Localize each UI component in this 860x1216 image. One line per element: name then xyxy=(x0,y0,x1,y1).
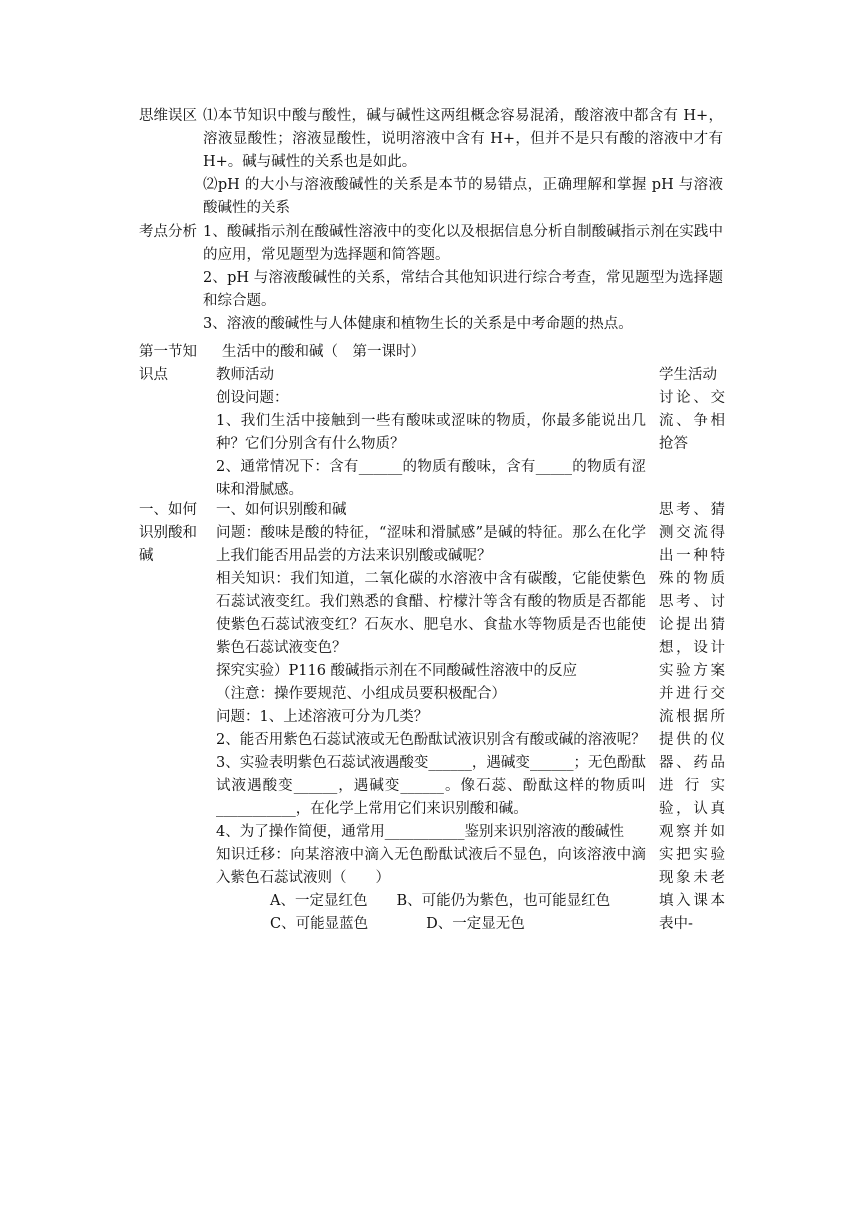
identify-heading: 一、如何识别酸和碱 xyxy=(216,502,347,518)
exam-point-3: 3、溶液的酸碱性与人体健康和植物生长的关系是中考命题的热点。 xyxy=(203,316,633,332)
misconceptions-label: 思维误区 xyxy=(139,108,197,124)
misconceptions-paragraph-1: ⑴本节知识中酸与酸性，碱与碱性这两组概念容易混淆，酸溶液中都含有 H+，溶液显酸性；溶液显酸性，说明溶液中含有 H+，但并不是只有酸的溶液中才有 H+。碱与碱性的关系也是如此。 xyxy=(203,108,723,170)
experiment-note: （注意：操作要规范、小组成员要积极配合） xyxy=(216,686,506,702)
misconceptions-body xyxy=(203,105,723,220)
question-2: 2、能否用紫色石蕊试液或无色酚酞试液识别含有酸或碱的溶液呢？ xyxy=(216,732,646,748)
teacher-activity-header: 教师活动 xyxy=(216,367,274,383)
identify-acid-base-label: 一、如何识别酸和碱 xyxy=(139,502,197,564)
question-4: 4、为了操作简便，通常用___________鉴别来识别溶液的酸碱性 xyxy=(216,824,624,840)
inquiry-experiment: 探究实验）P116 酸碱指示剂在不同酸碱性溶液中的反应 xyxy=(216,663,578,679)
options-line-2: C、可能显蓝色 D、一定显无色 xyxy=(270,916,525,932)
knowledge-transfer: 知识迁移：向某溶液中滴入无色酚酞试液后不显色，向该溶液中滴入紫色石蕊试液则（ ） xyxy=(216,847,646,886)
related-knowledge: 相关知识：我们知道，二氧化碳的水溶液中含有碳酸，它能使紫色石蕊试液变红。我们熟悉的食醋、柠檬汁等含有酸的物质是否都能使紫色石蕊试液变红？石灰水、肥皂水、食盐水等物质是否也能使紫色石蕊试液变色？ xyxy=(216,571,646,656)
identify-student-text: 思考、猜测交流得出一种特殊的物质思考、讨论提出猜想，设计实验方案并进行交流根据所提供的仪器、药品进行实验，认真观察并如实把实验现象未老填入课本表中- xyxy=(659,502,725,932)
lesson-one-student-column xyxy=(659,364,725,456)
exam-point-2: 2、pH 与溶液酸碱性的关系，常结合其他知识进行综合考查，常见题型为选择题和综合题。 xyxy=(203,270,723,309)
student-activity-header: 学生活动 xyxy=(659,367,717,383)
student-activity-text: 讨论、交流、争相抢答 xyxy=(659,390,725,452)
lesson-one-body xyxy=(216,341,646,502)
intro-question-label: 创设问题： xyxy=(216,390,289,406)
identify-question: 问题：酸味是酸的特征，“涩味和滑腻感”是碱的特征。那么在化学上我们能否用品尝的方法来识别酸或碱呢？ xyxy=(216,525,646,564)
exam-analysis-label: 考点分析 xyxy=(139,224,197,240)
question-1: 问题：1、上述溶液可分为几类？ xyxy=(216,709,429,725)
question-3: 3、实验表明紫色石蕊试液遇酸变______，遇碱变______；无色酚酞试液遇酸变______，遇碱变______。像石蕊、酚酞这样的物质叫___________，在化学上常用它们来识别酸和碱。 xyxy=(216,755,646,817)
lesson-one-label: 第一节知识点 xyxy=(139,344,197,383)
identify-student-column xyxy=(659,499,725,936)
identify-acid-base-body xyxy=(216,499,646,936)
exam-analysis-body xyxy=(203,221,723,336)
lesson-title: 生活中的酸和碱（ 第一课时） xyxy=(222,344,425,360)
intro-question-2: 2、通常情况下：含有______的物质有酸味，含有_____的物质有涩味和滑腻感。 xyxy=(216,459,646,498)
misconceptions-paragraph-2: ⑵pH 的大小与溶液酸碱性的关系是本节的易错点，正确理解和掌握 pH 与溶液酸碱性的关系 xyxy=(203,177,723,216)
intro-question-1: 1、我们生活中接触到一些有酸味或涩味的物质，你最多能说出几种？它们分别含有什么物质？ xyxy=(216,413,646,452)
options-line-1: A、一定显红色 B、可能仍为紫色，也可能显红色 xyxy=(270,893,611,909)
exam-point-1: 1、酸碱指示剂在酸碱性溶液中的变化以及根据信息分析自制酸碱指示剂在实践中的应用，常见题型为选择题和简答题。 xyxy=(203,224,723,263)
